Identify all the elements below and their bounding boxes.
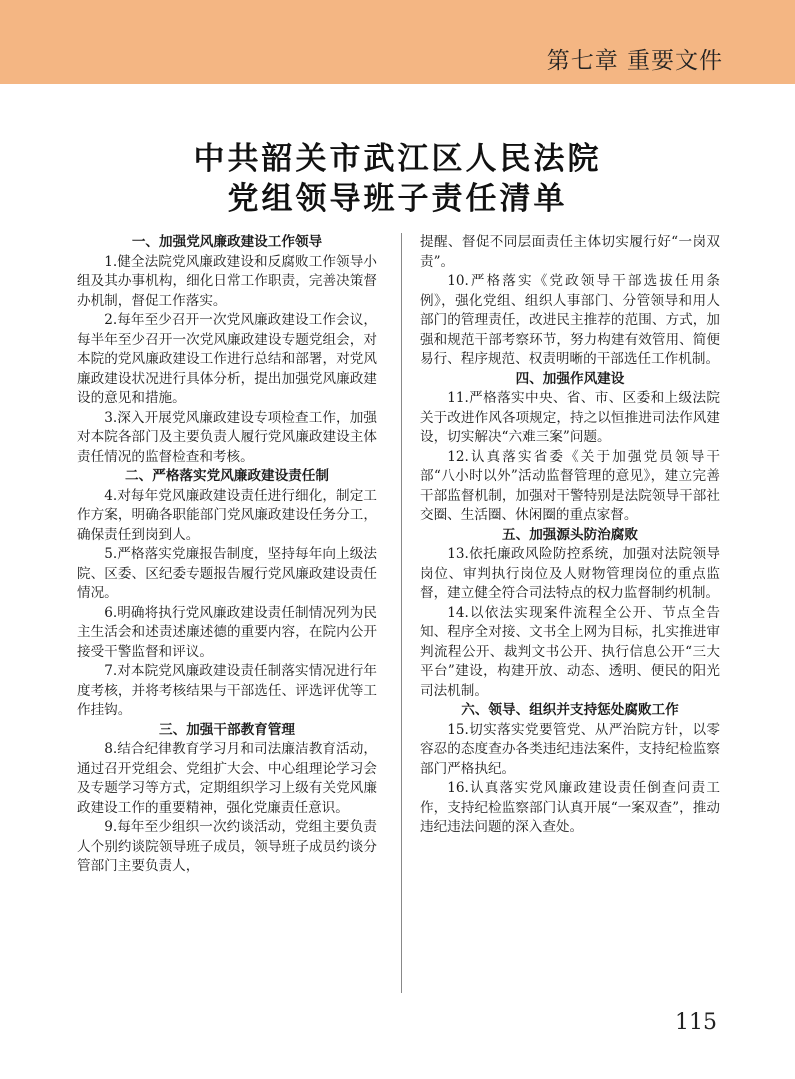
right-text-column	[420, 233, 720, 838]
paragraph: 10.严格落实《党政领导干部选拔任用条例》，强化党组、组织人事部门、分管领导和用人部门的管理责任，改进民主推荐的范围、方式，加强和规范干部考察环节，努力构建有效管用、简便易行、程序规范、权责明晰的干部选任工作机制。	[420, 273, 720, 367]
section-heading: 四、加强作风建设	[515, 370, 625, 387]
page-number: 115	[675, 1010, 717, 1035]
paragraph-continuation: 提醒、督促不同层面责任主体切实履行好“一岗双责”。	[420, 234, 720, 270]
section-heading: 五、加强源头防治腐败	[502, 526, 638, 543]
section-heading: 三、加强干部教育管理	[159, 721, 295, 738]
section-heading: 一、加强党风廉政建设工作领导	[131, 234, 323, 250]
paragraph: 4.对每年党风廉政建设责任进行细化，制定工作方案，明确各职能部门党风廉政建设任务分工，确保责任到岗到人。	[77, 487, 377, 543]
paragraph: 1.健全法院党风廉政建设和反腐败工作领导小组及其办事机构，细化日常工作职责，完善决策督办机制，督促工作落实。	[77, 253, 377, 309]
paragraph: 9.每年至少组织一次约谈活动，党组主要负责人个别约谈院领导班子成员，领导班子成员约谈分管部门主要负责人，	[77, 819, 377, 874]
paragraph: 6.明确将执行党风廉政建设责任制情况列为民主生活会和述责述廉述德的重要内容，在院内公开接受干警监督和评议。	[77, 604, 377, 660]
section-heading: 六、领导、组织并支持惩处腐败工作	[461, 702, 679, 718]
paragraph: 13.依托廉政风险防控系统，加强对法院领导岗位、审判执行岗位及人财物管理岗位的重点监督，建立健全符合司法特点的权力监督制约机制。	[420, 546, 720, 601]
paragraph: 5.严格落实党廉报告制度，坚持每年向上级法院、区委、区纪委专题报告履行党风廉政建设责任情况。	[77, 546, 377, 601]
chapter-title: 第七章 重要文件	[546, 48, 723, 74]
paragraph: 15.切实落实党要管党、从严治院方针，以零容忍的态度查办各类违纪违法案件，支持纪检监察部门严格执纪。	[420, 721, 720, 777]
paragraph: 2.每年至少召开一次党风廉政建设工作会议，每半年至少召开一次党风廉政建设专题党组会，对本院的党风廉政建设工作进行总结和部署，对党风廉政建设状况进行具体分析，提出加强党风廉政建设的意见和措施。	[77, 312, 377, 406]
section-heading: 二、严格落实党风廉政建设责任制	[125, 468, 329, 484]
paragraph: 8.结合纪律教育学习月和司法廉洁教育活动，通过召开党组会、党组扩大会、中心组理论学习会及专题学习等方式，定期组织学习上级有关党风廉政建设工作的重要精神，强化党廉责任意识。	[77, 741, 377, 816]
paragraph: 12.认真落实省委《关于加强党员领导干部“八小时以外”活动监督管理的意见》，建立完善干部监督机制，加强对干警特别是法院领导干部社交圈、生活圈、休闲圈的重点家督。	[420, 448, 720, 523]
paragraph: 11.严格落实中央、省、市、区委和上级法院关于改进作风各项规定，持之以恒推进司法作风建设，切实解决“六难三案”问题。	[420, 390, 720, 445]
paragraph: 3.深入开展党风廉政建设专项检查工作，加强对本院各部门及主要负责人履行党风廉政建设主体责任情况的监督检查和考核。	[77, 409, 377, 465]
paragraph: 14.以依法实现案件流程全公开、节点全告知、程序全对接、文书全上网为目标，扎实推进审判流程公开、裁判文书公开、执行信息公开“三大平台”建设，构建开放、动态、透明、便民的阳光司法机制。	[420, 604, 720, 699]
left-text-column	[77, 233, 377, 877]
document-title-line-1: 中共韶关市武江区人民法院	[193, 141, 602, 177]
document-title-line-2: 党组领导班子责任清单	[227, 181, 568, 217]
paragraph: 16.认真落实党风廉政建设责任倒查问责工作，支持纪检监察部门认真开展“一案双查”，推动违纪违法问题的深入查处。	[420, 780, 720, 835]
column-divider	[401, 233, 402, 993]
paragraph: 7.对本院党风廉政建设责任制落实情况进行年度考核，并将考核结果与干部选任、评选评优等工作挂钩。	[77, 663, 377, 718]
